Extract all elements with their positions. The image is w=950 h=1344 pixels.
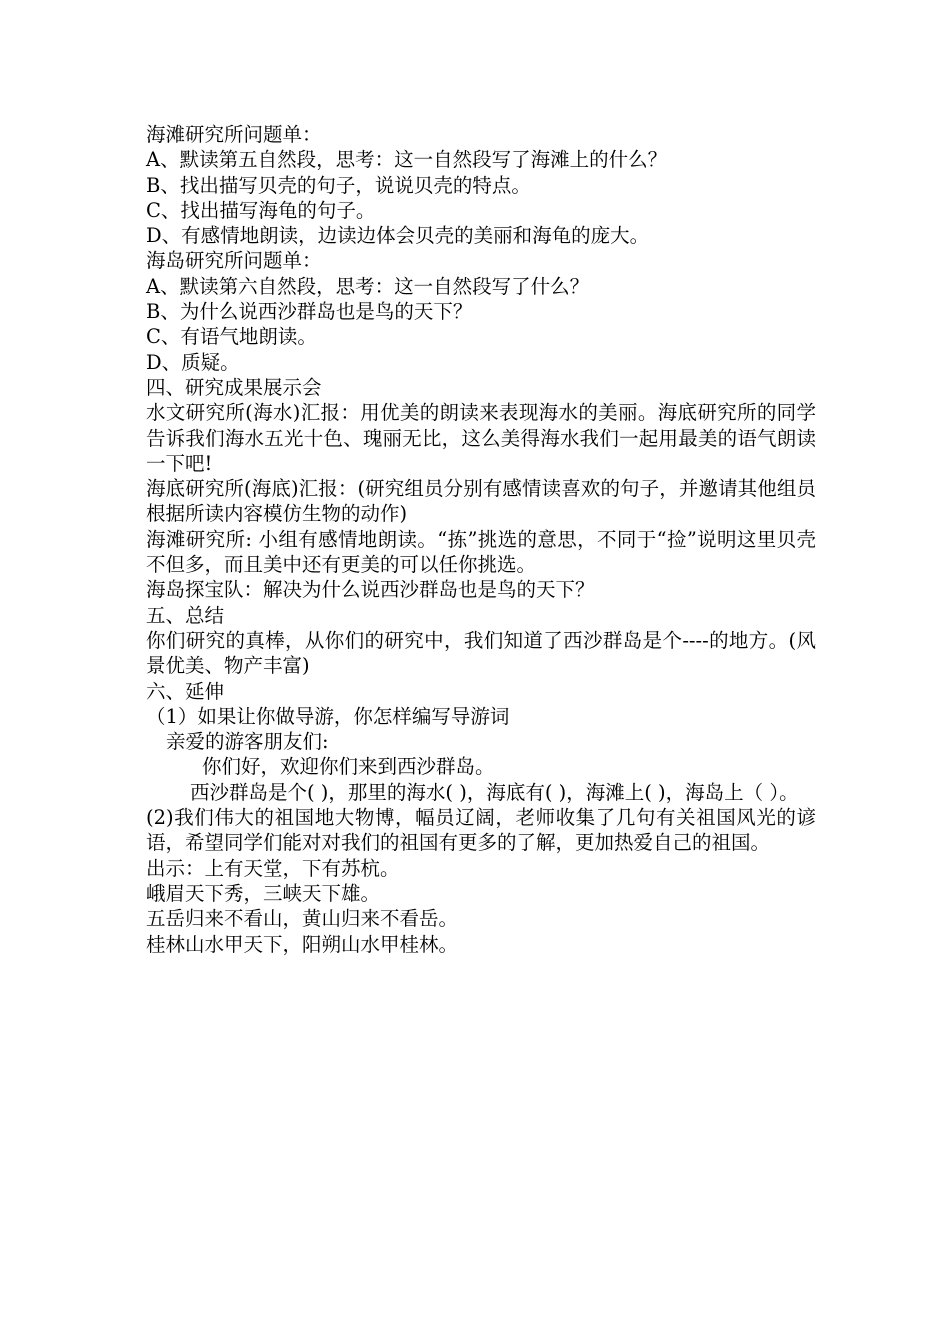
beach-item-b: B、找出描写贝壳的句子，说说贝壳的特点。 <box>146 173 531 197</box>
tour-welcome: 你们好，欢迎你们来到西沙群岛。 <box>202 755 495 779</box>
island-item-c: C、有语气地朗读。 <box>146 325 317 349</box>
beach-item-d: D、有感情地朗读，边读边体会贝壳的美丽和海龟的庞大。 <box>146 224 650 248</box>
tour-greeting: 亲爱的游客朋友们: <box>166 730 329 754</box>
seabed-report: 海底研究所(海底)汇报：(研究组员分别有感情读喜欢的句子，并邀请其他组员根据所读内容模仿生物的动作) <box>146 477 816 526</box>
beach-item-a: A、默读第五自然段，思考：这一自然段写了海滩上的什么？ <box>146 148 668 172</box>
tour-fill-blank: 西沙群岛是个( )，那里的海水( )，海底有( )，海滩上( )，海岛上（ ）。 <box>190 780 799 804</box>
section5-heading: 五、总结 <box>146 603 225 627</box>
section4-heading: 四、研究成果展示会 <box>146 375 322 399</box>
beach-heading: 海滩研究所问题单： <box>146 123 322 146</box>
beach-item-c: C、找出描写海龟的句子。 <box>146 198 376 222</box>
island-heading: 海岛研究所问题单： <box>146 249 322 273</box>
island-item-a: A、默读第六自然段，思考：这一自然段写了什么？ <box>146 274 590 298</box>
proverb-3: 五岳归来不看山，黄山归来不看岳。 <box>146 907 459 931</box>
hydrology-report: 水文研究所(海水)汇报：用优美的朗读来表现海水的美丽。海底研究所的同学告诉我们海水五光十色、瑰丽无比，这么美得海水我们一起用最美的语气朗读一下吧! <box>146 401 816 475</box>
beach-report: 海滩研究所: 小组有感情地朗读。“拣”挑选的意思，不同于“捡”说明这里贝壳不但多，而且美中还有更美的可以任你挑选。 <box>146 527 816 577</box>
extension-item-1: （1）如果让你做导游，你怎样编写导游词 <box>146 704 510 728</box>
document-body <box>146 122 816 957</box>
island-report: 海岛探宝队：解决为什么说西沙群岛也是鸟的天下？ <box>146 578 595 602</box>
island-item-d: D、质疑。 <box>146 350 240 374</box>
summary-paragraph: 你们研究的真棒，从你们的研究中，我们知道了西沙群岛是个----的地方。(风景优美、物产丰富) <box>146 628 816 678</box>
section6-heading: 六、延伸 <box>146 679 225 703</box>
proverb-2: 峨眉天下秀，三峡天下雄。 <box>146 881 381 905</box>
extension-item-2: (2)我们伟大的祖国地大物博，幅员辽阔，老师收集了几句有关祖国风光的谚语，希望同学们能对对我们的祖国有更多的了解，更加热爱自己的祖国。 <box>146 806 816 855</box>
proverb-4: 桂林山水甲天下，阳朔山水甲桂林。 <box>146 932 459 956</box>
proverb-1: 出示：上有天堂，下有苏杭。 <box>146 856 400 880</box>
island-item-b: B、为什么说西沙群岛也是鸟的天下？ <box>146 300 473 324</box>
